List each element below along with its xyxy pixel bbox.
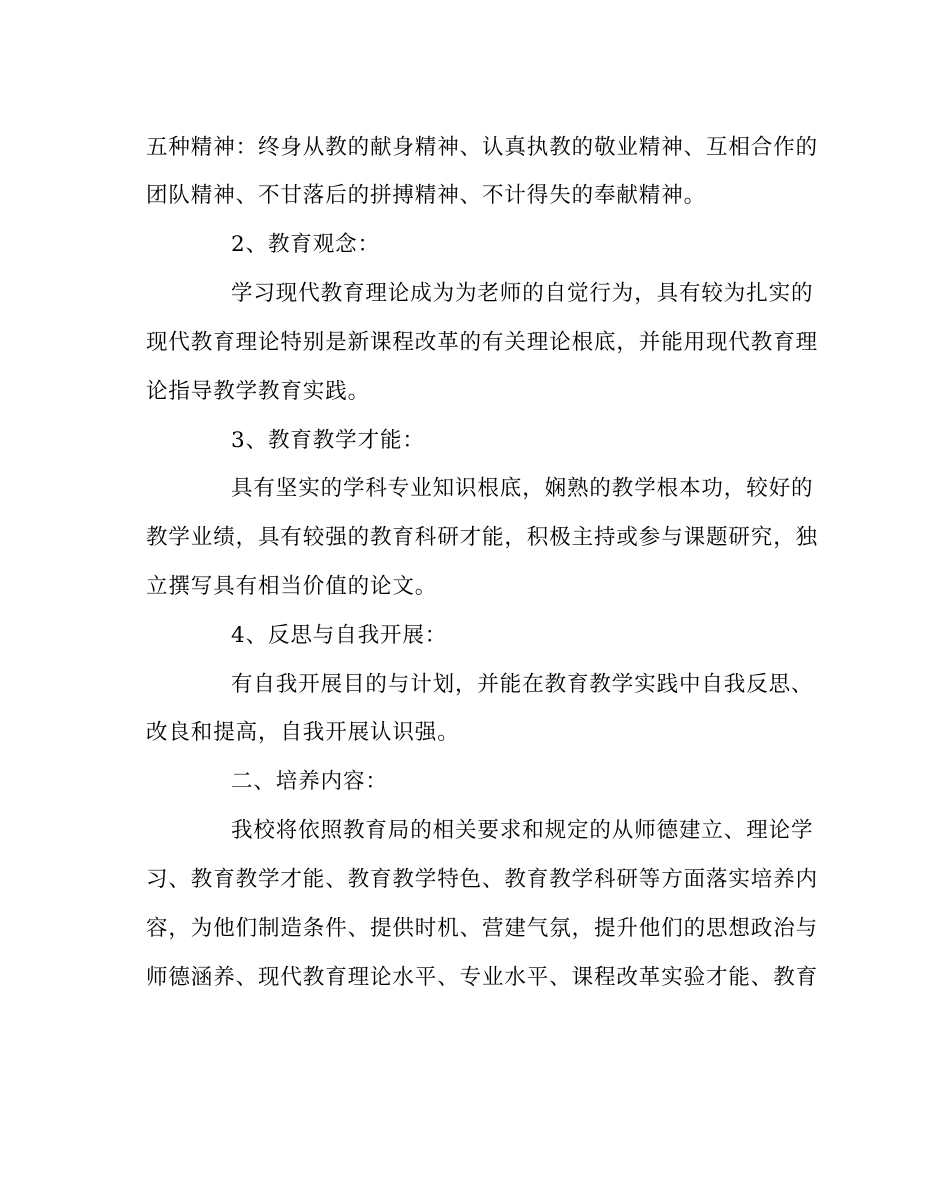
text-line: 学习现代教育理论成为为老师的自觉行为，具有较为扎实的: [231, 281, 814, 306]
text-line: 立撰写具有相当价值的论文。: [146, 574, 438, 599]
text-line: 容，为他们制造条件、提供时机、营建气氛，提升他们的思想政治与: [146, 916, 819, 941]
text-line: 具有坚实的学科专业知识根底，娴熟的教学根本功，较好的: [231, 476, 814, 501]
text-line: 现代教育理论特别是新课程改革的有关理论根底，并能用现代教育理: [146, 330, 819, 355]
section-heading: 4、反思与自我开展：: [231, 623, 448, 648]
section-heading: 二、培养内容：: [231, 769, 388, 794]
text-line: 教学业绩，具有较强的教育科研才能，积极主持或参与课题研究，独: [146, 525, 819, 550]
section-heading: 2、教育观念：: [231, 232, 380, 257]
section-heading: 3、教育教学才能：: [231, 428, 425, 453]
text-line: 我校将依照教育局的相关要求和规定的从师德建立、理论学: [231, 818, 814, 843]
text-line: 有自我开展目的与计划，并能在教育教学实践中自我反思、: [231, 672, 814, 697]
text-line: 师德涵养、现代教育理论水平、专业水平、课程改革实验才能、教育: [146, 965, 819, 990]
text-line: 习、教育教学才能、教育教学特色、教育教学科研等方面落实培养内: [146, 867, 819, 892]
text-line: 五种精神：终身从教的献身精神、认真执教的敬业精神、互相合作的: [146, 135, 819, 160]
text-line: 论指导教学教育实践。: [146, 379, 371, 404]
text-line: 团队精神、不甘落后的拼搏精神、不计得失的奉献精神。: [146, 183, 707, 208]
text-line: 改良和提高，自我开展认识强。: [146, 720, 460, 745]
